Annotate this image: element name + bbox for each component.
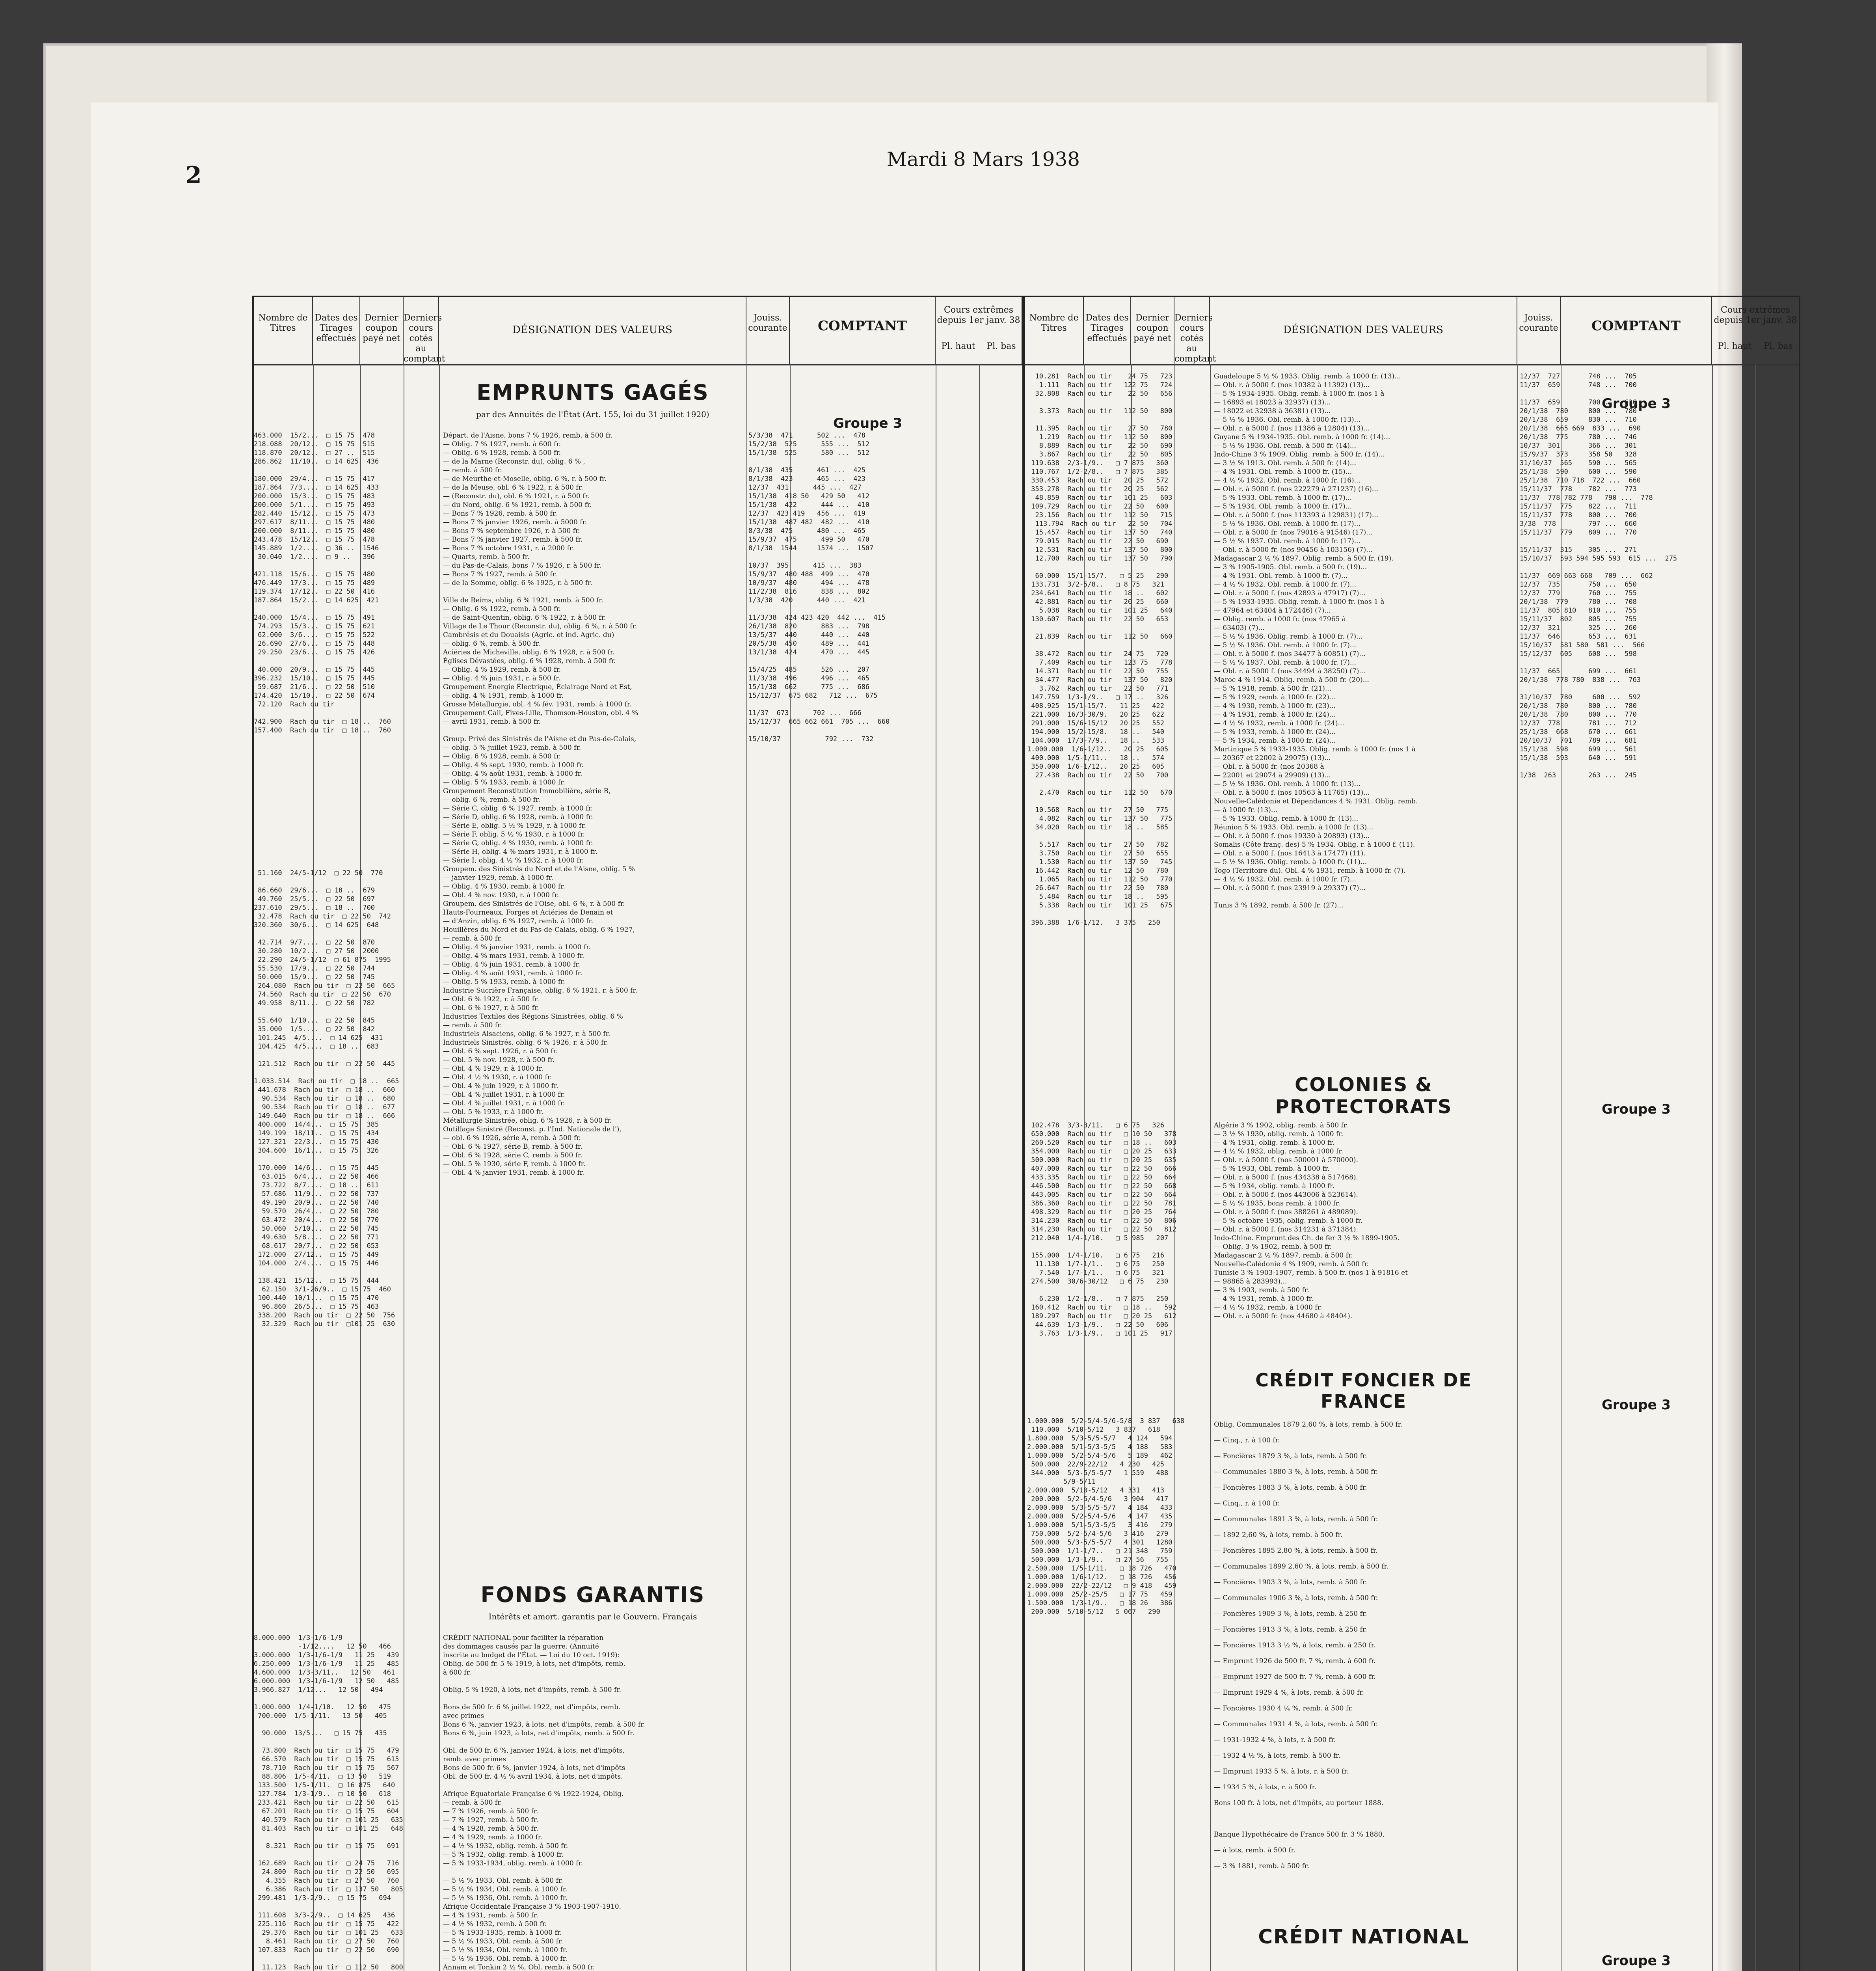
col-derniers-cours-right: Derniers cours cotés au comptant	[1174, 297, 1210, 364]
left-numbers-c: 8.000.000 1/3-1/6-1/9 -1/12.... 12 50 466 3.000.000 1/3-1/6-1/9 11 25 439 6.250.000 1/3-1/6-1/9 11 25 485 4.600.000 1/3-3/11.. 12 50 461 6.000.000 1/3-1/6-1/9 12 50 485 3.966.827 1/12... 12 50 494 1.000.000 1/4-1/10. 12 50 475 700.000 1/5-1/11. 13 50 405 90.000 13/5... □ 15 75 435 73.800 Rach ou tir □ 15 75 479 66.570 Rach ou tir □ 15 75 615 78.710 Rach ou tir □ 15 75 567 88.806 1/5-4/11. □ 13 50 519 133.500 1/5-1/11. □ 16 875 640 127.784 1/3-1/9.. □ 10 50 618 233.421 Rach ou tir □ 22 50 615 67.201 Rach ou tir □ 15 75 604 40.579 Rach ou tir □ 101 25 635 81.403 Rach ou tir □ 101 25 648 8.321 Rach ou tir □ 15 75 691 162.689 Rach ou tir □ 24 75 716 24.800 Rach ou tir □ 22 50 695 4.355 Rach ou tir □ 27 50 760 6.386 Rach ou tir □ 137 50 805 299.481 1/3-2/9.. □ 15 75 694 111.608 3/3-2/9.. □ 14 625 436 225.116 Rach ou tir □ 15 75 422 29.376 Rach ou tir □ 101 25 633 8.461 Rach ou tir □ 27 50 760 107.833 Rach ou tir □ 22 50 690 11.123 Rach ou tir □ 112 50 800	[254, 1634, 403, 1971]
col-cours-extremes-left	[936, 297, 1022, 364]
left-designations-a: Départ. de l'Aisne, bons 7 % 1926, remb. à 500 fr. — Oblig. 7 % 1927, remb. à 600 fr. — Oblig. 6 % 1928, remb. à 500 fr. — de la Marne (Reconstr. du), oblig. 6 % , — remb. à 500 fr. — de Meurthe-et-Moselle, oblig. 6 %, r. à 500 fr. — de la Meuse, obl. 6 % 1922, r. à 500 fr. — (Reconstr. du), obl. 6 % 1921, r. à 500 fr. — du Nord, oblig. 6 % 1921, remb. à 500 fr. — Bons 7 % 1926, remb. à 500 fr. — Bons 7 % janvier 1926, remb. à 5000 fr. — Bons 7 % septembre 1926, r. à 500 fr. — Bons 7 % janvier 1927, remb. à 500 fr. — Bons 7 % octobre 1931, r. à 2000 fr. — Quarts, remb. à 500 fr. — du Pas-de-Calais, bons 7 % 1926, r. à 500 fr. — Bons 7 % 1927, remb. à 500 fr. — de la Somme, oblig. 6 % 1925, r. à 500 fr. Ville de Reims, oblig. 6 % 1921, remb. à 500 fr. — Oblig. 6 % 1922, remb. à 500 fr. — de Saint-Quentin, oblig. 6 % 1922, r. à 500 fr. Village de Le Thour (Reconstr. du), oblig. 6 %, r. à 500 fr. Cambrésis et du Douaisis (Agric. et ind. Agric. du) — oblig. 6 %, remb. à 500 fr. Aciéries de Micheville, oblig. 6 % 1928, r. à 500 fr. Églises Dévastées, oblig. 6 % 1928, remb. à 500 fr. — Oblig. 4 % 1929, remb. à 500 fr. — Oblig. 4 % juin 1931, r. à 500 fr. Groupement Énergie Électrique, Éclairage Nord et Est, — oblig. 4 % 1931, remb. à 1000 fr. Grosse Métallurgie, obl. 4 % fév. 1931, remb. à 1000 fr. Groupement Cail, Fives-Lille, Thomson-Houston, obl. 4 % — avril 1931, remb. à 500 fr. Group. Privé des Sinistrés de l'Aisne et du Pas-de-Calais, — oblig. 5 % juillet 1923, remb. à 500 fr. — Oblig. 6 % 1928, remb. à 500 fr. — Oblig. 4 % sept. 1930, remb. à 1000 fr. — Oblig. 4 % août 1931, remb. à 1000 fr. — Oblig. 5 % 1933, remb. à 1000 fr. Groupement Reconstitution Immobilière, série B, — oblig. 6 %, remb. à 500 fr. — Série C, oblig. 6 % 1927, remb. à 1000 fr. — Série D, oblig. 6 % 1928, remb. à 1000 fr. — Série E, oblig. 5 ½ % 1929, r. à 1000 fr. — Série F, oblig. 5 ½ % 1930, r. à 1000 fr. — Série G, oblig. 4 % 1930, remb. à 1000 fr. — Série H, oblig. 4 % mars 1931, r. à 1000 fr. — Série I, oblig. 4 ½ % 1932, r. à 1000 fr. Groupem. des Sinistrés du Nord et de l'Aisne, oblig. 5 % — janvier 1929, remb. à 1000 fr. — Oblig. 4 % 1930, remb. à 1000 fr. — Obl. 4 % nov. 1930, r. à 1000 fr. Groupem. des Sinistrés de l'Oise, obl. 6 %, r. à 500 fr. Hauts-Fourneaux, Forges et Aciéries de Denain et — d'Anzin, oblig. 6 % 1927, remb. à 1000 fr. Houillères du Nord et du Pas-de-Calais, oblig. 6 % 1927, — remb. à 500 fr. — Oblig. 4 % janvier 1931, remb. à 1000 fr. — Oblig. 4 % mars 1931, remb. à 1000 fr. — Oblig. 4 % juin 1931, remb. à 1000 fr. — Oblig. 4 % août 1931, remb. à 1000 fr. — Oblig. 5 % 1933, remb. à 1000 fr. Industrie Sucrière Française, oblig. 6 % 1921, r. à 500 fr. — Obl. 6 % 1922, r. à 500 fr. — Obl. 6 % 1927, r. à 500 fr. Industries Textiles des Régions Sinistrées, oblig. 6 % — remb. à 500 fr. Industriels Alsaciens, oblig. 6 % 1927, r. à 500 fr. Industriels Sinistrés, oblig. 6 % 1926, r. à 500 fr. — Obl. 6 % sept. 1926, r. à 500 fr. — Obl. 5 % nov. 1928, r. à 500 fr. — Obl. 4 % 1929, r. à 1000 fr. — Obl. 4 ½ % 1930, r. à 1000 fr. — Obl. 4 % juin 1929, r. à 1000 fr. — Obl. 4 % juillet 1931, r. à 1000 fr. — Obl. 4 % juillet 1931, r. à 1000 fr. — Obl. 5 % 1933, r. à 1000 fr. Métallurgie Sinistrée, oblig. 6 % 1926, r. à 500 fr. Outillage Sinistré (Reconst. p. l'Ind. Nationale de l'), — obl. 6 % 1926, série A, remb. à 500 fr. — Obl. 6 % 1927, série B, remb. à 500 fr. — Obl. 6 % 1928, série C, remb. à 500 fr. — Obl. 5 % 1930, série F, remb. à 1000 fr. — Obl. 4 % janvier 1931, remb. à 1000 fr.	[443, 432, 638, 1177]
col-comptant-left: COMPTANT	[790, 297, 936, 364]
col-nombre-titres-right: Nombre de Titres	[1025, 297, 1084, 364]
col-nombre-titres-left: Nombre de Titres	[254, 297, 313, 364]
cours-extremes-label-left: Cours extrêmes depuis 1er janv. 38	[937, 305, 1020, 325]
left-prices-a: 5/3/38 471 502 ... 478 15/2/38 525 555 ... 512 15/1/38 525 580 ... 512 8/1/38 435 461 ... 425 8/1/38 423 465 ... 423 12/37 431 445 ... 427 15/1/38 418 50 429 50 412 15/1/38 422 444 ... 410 12/37 423 419 456 ... 419 15/1/38 487 482 482 ... 410 8/3/38 475 480 ... 465 15/9/37 475 499 50 470 8/1/38 1544 1574 ... 1507 10/37 395 415 ... 383 15/9/37 480 488 499 ... 470 10/9/37 480 494 ... 478 11/2/38 816 838 ... 802 1/3/38 420 440 ... 421 11/3/38 424 423 420 442 ... 415 26/1/38 820 883 ... 798 13/5/37 440 440 ... 440 20/5/38 450 489 ... 441 13/1/38 424 470 ... 445 15/4/25 485 526 ... 207 11/3/38 496 496 ... 465 15/1/38 662 775 ... 686 15/12/37 675 682 712 ... 675 11/37 673 702 ... 666 15/12/37 665 662 661 705 ... 660 15/10/37 792 ... 732	[748, 432, 890, 743]
groupe-label-5: Groupe 3	[1602, 1953, 1671, 1969]
right-designations-c: Oblig. Communales 1879 2,60 %, à lots, remb. à 500 fr. — Cinq., r. à 100 fr. — Foncières 1879 3 %, à lots, remb. à 500 fr. — Communales 1880 3 %, à lots, remb. à 500 fr. — Foncières 1883 3 %, à lots, remb. à 500 fr. — Cinq., r. à 100 fr. — Communales 1891 3 %, à lots, remb. à 500 fr. — 1892 2,60 %, à lots, remb. à 500 fr. — Foncières 1895 2,80 %, à lots, remb. à 500 fr. — Communales 1899 2,60 %, à lots, remb. à 500 fr. — Foncières 1903 3 %, à lots, remb. à 500 fr. — Communales 1906 3 %, à lots, remb. à 500 fr. — Foncières 1909 3 %, à lots, remb. à 250 fr. — Foncières 1913 3 %, à lots, remb. à 250 fr. — Foncières 1913 3 ½ %, à lots, remb. à 250 fr. — Emprunt 1926 de 500 fr. 7 %, remb. à 600 fr. — Emprunt 1927 de 500 fr. 7 %, remb. à 600 fr. — Emprunt 1929 4 %, à lots, remb. à 500 fr. — Foncières 1930 4 ¼ %, remb. à 500 fr. — Communales 1931 4 %, à lots, remb. à 500 fr. — 1931-1932 4 %, à lots, r. à 500 fr. — 1932 4 ½ %, à lots, remb. à 500 fr. — Emprunt 1933 5 %, à lots, r. à 500 fr. — 1934 5 %, à lots, r. à 500 fr. Bons 100 fr. à lots, net d'impôts, au porteur 1888. Banque Hypothécaire de France 500 fr. 3 % 1880, — à lots, remb. à 500 fr. — 3 % 1881, remb. à 500 fr.	[1214, 1421, 1403, 1870]
pl-haut-left: Pl. haut	[941, 341, 975, 351]
section-emprunts-gages: EMPRUNTS GAGÉS	[476, 380, 709, 405]
section-emprunts-gages-sub: par des Annuités de l'État (Art. 155, loi du 31 juillet 1920)	[476, 410, 709, 419]
col-dates-tirages-left: Dates des Tirages effectués	[313, 297, 360, 364]
section-fonds-garantis-sub: Intérêts et amort. garantis par le Gouvern. Français	[488, 1612, 697, 1621]
col-designation-left: DÉSIGNATION DES VALEURS	[439, 297, 746, 364]
cours-extremes-label-right: Cours extrêmes depuis 1er janv. 38	[1714, 305, 1797, 325]
groupe-label-2: Groupe 3	[1602, 396, 1671, 412]
groupe-label-1: Groupe 3	[833, 415, 903, 431]
section-credit-national: CRÉDIT NATIONAL	[1258, 1925, 1469, 1948]
newspaper-page	[91, 102, 1797, 1971]
section-fonds-garantis: FONDS GARANTIS	[480, 1582, 705, 1607]
center-divider	[1022, 297, 1025, 1971]
right-numbers-b: 102.478 3/3-3/11. □ 6 75 326 650.000 Rach ou tir □ 10 50 378 260.520 Rach ou tir □ 18 .. 603 354.000 Rach ou tir □ 20 25 633 500.000 Rach ou tir □ 20 25 635 407.000 Rach ou tir □ 22 50 666 433.335 Rach ou tir □ 22 50 664 446.500 Rach ou tir □ 22 50 668 443.005 Rach ou tir □ 22 50 664 386.360 Rach ou tir □ 22 50 781 498.329 Rach ou tir □ 20 25 764 314.230 Rach ou tir □ 22 50 806 314.230 Rach ou tir □ 22 50 812 212.040 1/4-1/10. □ 5 985 207 155.000 1/4-1/10. □ 6 75 216 11.130 1/7-1/1.. □ 6 75 250 7.540 1/7-1/1.. □ 6 75 321 274.500 30/6-30/12 □ 6 75 230 6.230 1/2-1/8.. □ 7 875 250 160.412 Rach ou tir □ 18 .. 592 189.297 Rach ou tir □ 20 25 612 44.639 1/3-1/9.. □ 22 50 606 3.763 1/3-1/9.. □ 101 25 917	[1031, 1121, 1176, 1338]
groupe-label-4: Groupe 3	[1602, 1397, 1671, 1413]
col-dates-tirages-right: Dates des Tirages effectués	[1084, 297, 1131, 364]
left-numbers-b: 51.160 24/5-1/12 □ 22 50 770 86.660 29/6... □ 18 .. 679 49.760 25/5... □ 22 50 697 237.610 29/5... □ 18 .. 700 32.478 Rach ou tir □ 22 50 742 320.360 30/6... □ 14 625 648 42.714 9/7.... □ 22 50 870 30.280 10/2... □ 27 50 2000 22.290 24/5-1/12 □ 61 875 1995 55.530 17/9... □ 22 50 744 50.000 15/9... □ 22 50 745 264.080 Rach ou tir □ 22 50 665 74.560 Rach ou tir □ 22 50 670 49.958 8/11... □ 22 50 782 55.640 1/10... □ 22 50 845 35.000 1/5.... □ 22 50 842 101.245 4/5.... □ 14 625 431 104.425 4/5.... □ 18 .. 683 121.512 Rach ou tir □ 22 50 445 1.033.514 Rach ou tir □ 18 .. 665 441.678 Rach ou tir □ 18 .. 660 90.534 Rach ou tir □ 18 .. 680 90.534 Rach ou tir □ 18 .. 677 149.640 Rach ou tir □ 18 .. 666 400.000 14/4... □ 15 75 385 149.199 18/11.. □ 15 75 434 127.321 22/3... □ 15 75 430 304.600 16/1... □ 15 75 326 170.000 14/6... □ 15 75 445 63.015 6/4.... □ 22 50 466 73.722 8/7.... □ 18 .. 611 57.686 11/9... □ 22 50 737 49.190 20/9... □ 22 50 740 59.570 26/4... □ 22 50 780 63.472 20/4... □ 22 50 770 50.060 5/10... □ 22 50 745 49.630 5/8.... □ 22 50 771 68.617 20/7... □ 22 50 653 172.000 27/12.. □ 15 75 449 104.000 2/4.... □ 15 75 446 138.421 15/12.. □ 15 75 444 62.150 3/1-26/9.. □ 15 75 460 100.440 10/1... □ 15 75 470 96.860 26/5... □ 15 75 463 338.200 Rach ou tir □ 22 50 756 32.329 Rach ou tir □101 25 630	[254, 869, 399, 1328]
right-designations-a: Guadeloupe 5 ½ % 1933. Oblig. remb. à 1000 fr. (13)... — Obl. r. à 5000 f. (nos 10382 à 11392) (13)... — 5 % 1934-1935. Oblig. remb. à 1000 fr. (nos 1 à — 16893 et 18023 à 32937) (13)... — 18022 et 32938 à 36381) (13)... — 5 ½ % 1936. Obl. remb. à 1000 fr. (13)... — Obl. r. à 5000 f. (nos 11386 à 12804) (13)... Guyane 5 % 1934-1935. Obl. remb. à 1000 fr. (14)... — 5 ½ % 1936. Obl. remb. à 500 fr. (14)... Indo-Chine 3 % 1909. Oblig. remb. à 500 fr. (14)... — 3 ½ % 1913. Obl. remb. à 500 fr. (14)... — 4 % 1931. Obl. remb. à 1000 fr. (15)... — 4 ½ % 1932. Obl. remb. à 1000 fr. (16)... — Obl. r. à 5000 f. (nos 222279 à 271237) (16)... — 5 % 1933. Obl. remb. à 1000 fr. (17)... — 5 % 1934. Obl. remb. à 1000 fr. (17)... — Obl. r. à 5000 f. (nos 113393 à 129831) (17)... — 5 ½ % 1936. Obl. remb. à 1000 fr. (17)... — Obl. r. à 5000 fr. (nos 79016 à 91546) (17)... — 5 ½ % 1937. Obl. remb. à 1000 fr. (17)... — Obl. r. à 5000 fr. (nos 90456 à 103156) (7)... Madagascar 2 ½ % 1897. Oblig. remb. à 500 fr. (19). — 3 % 1905-1905. Obl. remb. à 500 fr. (19)... — 4 % 1931. Obl. remb. à 1000 fr. (7)... — 4 ½ % 1932. Obl. remb. à 1000 fr. (7)... — Obl. r. à 5000 f. (nos 42893 à 47917) (7)... — 5 % 1933-1935. Oblig. remb. à 1000 fr. (nos 1 à — 47964 et 63404 à 172446) (7)... — Oblig. remb. à 1000 fr. (nos 47965 à — 63403) (7)... — 5 ½ % 1936. Oblig. remb. à 1000 fr. (7)... — 5 ½ % 1936. Obl. remb. à 1000 fr. (7)... — Obl. r. à 5000 f. (nos 34477 à 60851) (7)... — 5 ½ % 1937. Obl. remb. à 1000 fr. (7)... — Obl. r. à 5000 f. (nos 34494 à 38250) (7)... Maroc 4 % 1914. Oblig. remb. à 500 fr. (20)... — 5 % 1918, remb. à 500 fr. (21)... — 5 % 1929, remb. à 1000 fr. (22)... — 4 % 1930, remb. à 1000 fr. (23)... — 4 % 1931, remb. à 1000 fr. (24)... — 4 ½ % 1932, remb. à 1000 fr. (24)... — 5 % 1933, remb. à 1000 fr. (24)... — 5 % 1934, remb. à 1000 fr. (24)... Martinique 5 % 1933-1935. Oblig. remb. à 1000 fr. (nos 1 à — 20367 et 22002 à 29075) (13)... — Obl. r. à 5000 fr. (nos 20368 à — 22001 et 29074 à 29909) (13)... — 5 ½ % 1936. Obl. remb. à 1000 fr. (13)... — Obl. r. à 5000 f. (nos 10563 à 11765) (13)... Nouvelle-Calédonie et Dépendances 4 % 1931. Oblig. remb. — à 1000 fr. (13)... — 5 % 1933. Oblig. remb. à 1000 fr. (13)... Réunion 5 % 1933. Obl. remb. à 1000 fr. (13)... — Obl. r. à 5000 f. (nos 19330 à 20893) (13)... Somalis (Côte franç. des) 5 % 1934. Oblig. r. à 1000 f. (11). — Obl. r. à 5000 f. (nos 16413 à 17477) (11). — 5 ½ % 1936. Oblig. remb. à 1000 fr. (11)... Togo (Territoire du). Obl. 4 % 1931, remb. à 1000 fr. (7). — 4 ½ % 1932. Obl. remb. à 1000 fr. (7)... — Obl. r. à 5000 f. (nos 23919 à 29337) (7)... Tunis 3 % 1892, remb. à 500 fr. (27)...	[1214, 373, 1418, 909]
col-jouiss-right: Jouiss. courante	[1517, 297, 1561, 364]
page-number: 2	[185, 162, 202, 189]
right-numbers-a: 10.281 Rach ou tir 24 75 723 1.111 Rach ou tir 122 75 724 32.808 Rach ou tir 22 50 656 3.373 Rach ou tir 112 50 800 11.395 Rach ou tir 27 50 780 1.219 Rach ou tir 112 50 800 8.889 Rach ou tir 22 50 690 3.867 Rach ou tir 22 50 805 119.638 2/3-1/9.. □ 7 875 360 110.767 1/2-2/8.. □ 7 875 385 330.453 Rach ou tir 20 25 572 353.278 Rach ou tir 20 25 562 48.859 Rach ou tir 101 25 603 109.729 Rach ou tir 22 50 600 23.156 Rach ou tir 112 50 715 113.794 Rach ou tir 22 50 704 15.457 Rach ou tir 137 50 740 79.015 Rach ou tir 22 50 690 12.531 Rach ou tir 137 50 800 12.700 Rach ou tir 137 50 790 60.000 15/1-15/7. □ 5 25 290 133.731 3/2-5/8.. □ 8 75 321 234.641 Rach ou tir 18 .. 602 42.881 Rach ou tir 20 25 660 5.038 Rach ou tir 101 25 640 130.607 Rach ou tir 22 50 653 21.839 Rach ou tir 112 50 660 38.472 Rach ou tir 24 75 720 7.409 Rach ou tir 123 75 778 14.371 Rach ou tir 22 50 755 34.477 Rach ou tir 137 50 820 3.762 Rach ou tir 22 50 771 147.759 1/3-1/9.. □ 17 .. 326 408.925 15/1-15/7. 11 25 422 221.000 16/3-30/9. 20 25 622 291.000 15/6-15/12 20 25 552 194.000 15/2-15/8. 18 .. 540 104.000 17/3-7/9.. 18 .. 533 1.000.000 1/6-1/12.. 20 25 605 400.000 1/5-1/11.. 18 .. 574 350.000 1/6-1/12.. 20 25 605 27.438 Rach ou tir 22 50 700 2.470 Rach ou tir 112 50 670 10.568 Rach ou tir 27 50 775 4.082 Rach ou tir 137 50 775 34.020 Rach ou tir 18 .. 585 5.517 Rach ou tir 27 50 782 3.750 Rach ou tir 27 50 655 1.530 Rach ou tir 137 50 745 16.442 Rach ou tir 12 50 780 1.065 Rach ou tir 112 50 770 26.647 Rach ou tir 22 50 780 5.484 Rach ou tir 18 .. 595 5.338 Rach ou tir 101 25 675 396.388 1/6-1/12. 3 375 250	[1027, 373, 1172, 927]
quotation-table	[252, 296, 1800, 1971]
right-prices-a: 12/37 727 748 ... 705 11/37 659 748 ... 700 11/37 659 700 ... 636 20/1/38 780 800 ... 780 20/1/38 659 830 ... 710 20/1/38 665 669 833 ... 690 20/1/38 775 780 ... 746 10/37 301 366 ... 301 15/9/37 373 358 50 328 31/10/37 565 590 ... 565 25/1/38 590 600 ... 590 25/1/38 710 718 722 ... 660 15/11/37 778 782 ... 773 11/37 778 782 778 790 ... 778 15/11/37 775 822 ... 711 15/11/37 778 800 ... 700 3/38 778 797 ... 660 15/11/37 779 809 ... 770 15/11/37 315 305 ... 271 15/10/37 593 594 595 593 615 ... 275 11/37 669 663 668 709 ... 662 12/37 735 750 ... 650 12/37 779 760 ... 755 20/1/38 779 780 ... 708 11/37 805 810 810 ... 755 15/11/37 802 805 ... 755 12/37 321 325 ... 260 11/37 646 653 ... 631 15/10/37 581 580 581 ... 566 15/12/37 605 608 ... 598 11/37 665 699 ... 661 20/1/38 778 780 838 ... 763 31/10/37 780 600 ... 592 20/1/38 780 800 ... 780 20/1/38 780 800 ... 770 12/37 778 781 ... 712 25/1/38 668 670 ... 661 20/10/37 701 789 ... 681 15/1/38 598 699 ... 561 15/1/38 593 640 ... 591 1/38 263 263 ... 245	[1520, 373, 1677, 779]
pl-bas-right: Pl. bas	[1763, 341, 1793, 351]
right-designations-b: Algérie 3 % 1902, oblig. remb. à 500 fr. — 3 ½ % 1930, oblig. remb. à 1000 fr. — 4 % 1931, oblig. remb. à 1000 fr. — 4 ½ % 1932, oblig. remb. à 1000 fr. — Obl. r. à 5000 f. (nos 500001 à 570000). — 5 % 1933, Obl. remb. à 1000 fr. — Obl. r. à 5000 f. (nos 434338 à 517468). — 5 % 1934, oblig. remb. à 1000 fr. — Obl. r. à 5000 f. (nos 443006 à 523614). — 5 ½ % 1935, bons remb. à 1000 fr. — Obl. r. à 5000 f. (nos 388261 à 489089). — 5 % octobre 1935, oblig. remb. à 1000 fr. — Obl. r. à 5000 f. (nos 314231 à 371384). Indo-Chine. Emprunt des Ch. de fer 3 ½ % 1899-1905. — Oblig. 3 % 1902, remb. à 500 fr. Madagascar 2 ½ % 1897, remb. à 500 fr. Nouvelle-Calédonie 4 % 1909, remb. à 500 fr. Tunisie 3 % 1903-1907, remb. à 500 fr. (nos 1 à 91816 et — 98865 à 283993)... — 3 % 1903, remb. à 500 fr. — 4 % 1931, remb. à 1000 fr. — 4 ½ % 1932, remb. à 1000 fr. — Obl. r. à 5000 fr. (nos 44680 à 48404).	[1214, 1121, 1408, 1320]
col-dernier-coupon-left: Dernier coupon payé net	[360, 297, 404, 364]
col-derniers-cours-left: Derniers cours cotés au comptant	[404, 297, 439, 364]
section-colonies: COLONIES & PROTECTORATS	[1275, 1074, 1452, 1118]
col-comptant-right: COMPTANT	[1561, 297, 1712, 364]
pl-bas-left: Pl. bas	[986, 341, 1016, 351]
right-numbers-c: 1.000.000 5/2-5/4-5/6-5/8 3 837 638 110.000 5/10-5/12 3 837 618 1.800.000 5/3-5/5-5/7 4 124 594 2.000.000 5/1-5/3-5/5 4 188 583 1.000.000 5/2-5/4-5/6 5 189 462 500.000 22/9-22/12 4 230 425 344.000 5/3-5/5-5/7 1 559 488 5/9-5/11 2.000.000 5/10-5/12 4 331 413 200.000 5/2-5/4-5/6 3 904 417 2.000.000 5/3-5/5-5/7 4 184 433 2.000.000 5/2-5/4-5/6 4 147 435 1.000.000 5/1-5/3-5/5 3 416 279 750.000 5/2-5/4-5/6 3 416 279 500.000 5/3-5/5-5/7 4 301 1280 500.000 1/1-1/7.. □ 21 348 759 500.000 1/3-1/9.. □ 27 56 755 2.500.000 1/5-1/11. □ 18 726 470 1.000.000 1/6-1/12. □ 18 726 456 2.000.000 22/2-22/12 □ 9 418 459 1.000.000 25/2-25/5 □ 17 75 459 1.500.000 1/3-1/9.. □ 18 26 386 200.000 5/10-5/12 5 067 290	[1027, 1417, 1185, 1616]
col-jouiss-left: Jouiss. courante	[746, 297, 790, 364]
col-designation-right: DÉSIGNATION DES VALEURS	[1210, 297, 1517, 364]
left-numbers-a: 463.000 15/2... □ 15 75 478 218.088 20/12.. □ 15 75 515 118.870 20/12.. □ 27 .. 515 286.862 11/10.. □ 14 625 436 180.000 29/4... □ 15 75 417 187.864 7/3.... □ 14 625 433 200.000 15/3... □ 15 75 483 200.000 5/1.... □ 15 75 493 282.440 15/12.. □ 15 75 473 297.617 8/11... □ 15 75 480 200.000 8/11... □ 15 75 480 243.478 15/12.. □ 15 75 478 145.889 1/2.... □ 36 .. 1546 30.040 1/2.... □ 9 .. 396 421.118 15/6... □ 15 75 480 476.449 17/3... □ 15 75 489 119.374 17/12.. □ 22 50 416 187.864 15/2... □ 14 625 421 240.000 15/4... □ 15 75 491 74.293 15/3... □ 15 75 621 62.000 3/6.... □ 15 75 522 26.690 27/6... □ 15 75 448 29.250 23/6... □ 15 75 426 40.000 20/9... □ 15 75 445 396.232 15/10.. □ 15 75 445 59.687 21/6... □ 22 50 510 174.420 15/10.. □ 22 50 674 72.120 Rach ou tir 742.900 Rach ou tir □ 18 .. 760 157.400 Rach ou tir □ 18 .. 760	[254, 432, 391, 734]
groupe-label-3: Groupe 3	[1602, 1101, 1671, 1117]
header-rule	[254, 364, 1799, 365]
left-designations-b: CRÉDIT NATIONAL pour faciliter la réparation des dommages causés par la guerre. (Annuité inscrite au budget de l'État. — Loi du 10 oct. 1919): Oblig. de 500 fr. 5 % 1919, à lots, net d'impôts, remb. à 600 fr. Oblig. 5 % 1920, à lots, net d'impôts, remb. à 500 fr. Bons de 500 fr. 6 % juillet 1922, net d'impôts, remb. avec primes Bons 6 %, janvier 1923, à lots, net d'impôts, remb. à 500 fr. Bons 6 %, juin 1923, à lots, net d'impôts, remb. à 500 fr. Obl. de 500 fr. 6 %, janvier 1924, à lots, net d'impôts, remb. avec primes Bons de 500 fr. 6 %, janvier 1924, à lots, net d'impôts Obl. de 500 fr. 4 ½ % avril 1934, à lots, net d'impôts. Afrique Équatoriale Française 6 % 1922-1924, Oblig. — remb. à 500 fr. — 7 % 1926, remb. à 500 fr. — 7 % 1927, remb. à 500 fr. — 4 % 1928, remb. à 500 fr. — 4 % 1929, remb. à 1000 fr. — 4 ½ % 1932, oblig. remb. à 500 fr. — 5 % 1932, oblig. remb. à 1000 fr. — 5 % 1933-1934, oblig. remb. à 1000 fr. — 5 ½ % 1933, Obl. remb. à 500 fr. — 5 ½ % 1934, Obl. remb. à 1000 fr. — 5 ½ % 1936, Obl. remb. à 1000 fr. Afrique Occidentale Française 3 % 1903-1907-1910. — 4 % 1931, remb. à 500 fr. — 4 ½ % 1932, remb. à 500 fr. — 5 % 1933-1935, remb. à 1000 fr. — 5 ½ % 1933, Obl. remb. à 500 fr. — 5 ½ % 1934, Obl. remb. à 1000 fr. — 5 ½ % 1936, Obl. remb. à 1000 fr. Annam et Tonkin 2 ½ %, Obl. remb. à 500 fr.	[443, 1634, 645, 1971]
col-dernier-coupon-right: Dernier coupon payé net	[1131, 297, 1174, 364]
page-date: Mardi 8 Mars 1938	[886, 148, 1080, 171]
pl-haut-right: Pl. haut	[1718, 341, 1752, 351]
col-cours-extremes-right	[1712, 297, 1799, 364]
section-credit-foncier: CRÉDIT FONCIER DE FRANCE	[1255, 1369, 1472, 1412]
